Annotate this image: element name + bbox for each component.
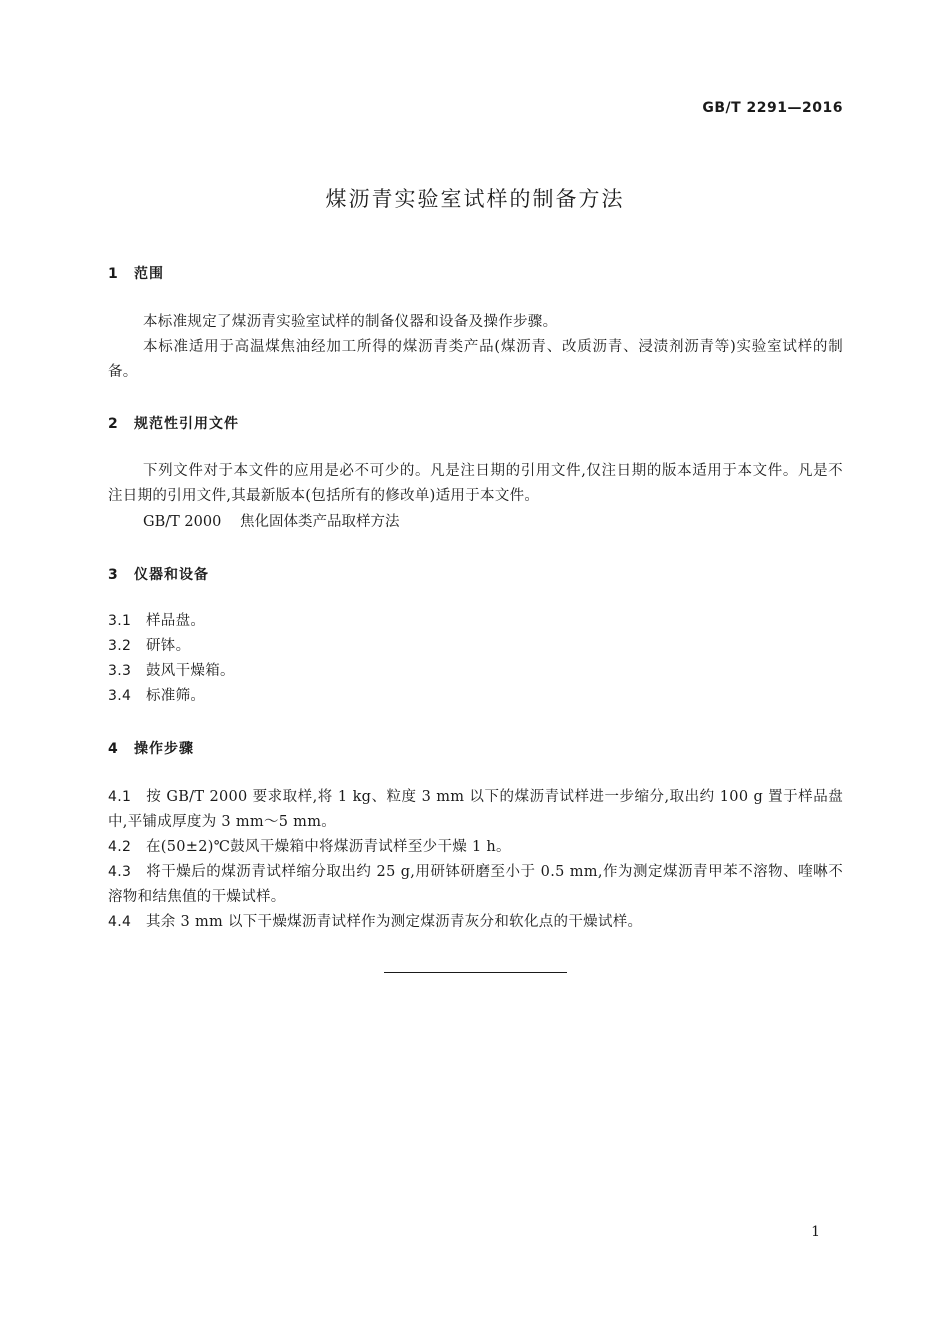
section-number: 1 [108,266,119,282]
procedure-step [108,835,843,860]
apparatus-item [108,634,843,659]
section-heading-apparatus [108,564,209,584]
item-number: 3.1 [108,613,132,629]
section-title: 范围 [134,266,164,282]
item-number: 3.4 [108,688,132,704]
section-heading-procedure [108,738,194,758]
procedure-step [108,785,843,835]
item-number: 3.3 [108,663,132,679]
step-number: 4.1 [108,789,132,805]
section-title: 规范性引用文件 [134,416,239,432]
document-title: 煤沥青实验室试样的制备方法 [325,187,625,211]
section-number: 2 [108,416,119,432]
section-number: 4 [108,741,119,757]
standard-code: GB/T 2291—2016 [702,100,843,116]
apparatus-item [108,609,843,634]
reference-code: GB/T 2000 [143,514,222,530]
step-number: 4.3 [108,864,132,880]
section-number: 3 [108,567,119,583]
step-text: 将干燥后的煤沥青试样缩分取出约 25 g,用研钵研磨至小于 0.5 mm,作为测定煤沥青甲苯不溶物、喹啉不溶物和结焦值的干燥试样。 [108,864,843,905]
item-text: 样品盘。 [146,613,206,629]
apparatus-item [108,684,843,709]
step-number: 4.4 [108,914,132,930]
step-text: 其余 3 mm 以下干燥煤沥青试样作为测定煤沥青灰分和软化点的干燥试样。 [146,914,643,930]
apparatus-item [108,659,843,684]
section-title: 操作步骤 [134,741,194,757]
item-number: 3.2 [108,638,132,654]
step-number: 4.2 [108,839,132,855]
item-text: 标准筛。 [146,688,206,704]
section-title: 仪器和设备 [134,567,209,583]
procedure-step [108,860,843,910]
scope-paragraph-2: 本标准适用于高温煤焦油经加工所得的煤沥青类产品(煤沥青、改质沥青、浸渍剂沥青等)实验室试样的制备。 [108,339,843,380]
scope-paragraph-1: 本标准规定了煤沥青实验室试样的制备仪器和设备及操作步骤。 [143,314,558,330]
page-number: 1 [811,1224,820,1240]
step-text: 在(50±2)℃鼓风干燥箱中将煤沥青试样至少干燥 1 h。 [146,839,511,855]
item-text: 研钵。 [146,638,191,654]
reference-entry [143,510,400,535]
item-text: 鼓风干燥箱。 [146,663,235,679]
reference-title: 焦化固体类产品取样方法 [240,514,400,530]
section-heading-normative-references [108,413,239,433]
section-heading-scope [108,263,164,283]
step-text: 按 GB/T 2000 要求取样,将 1 kg、粒度 3 mm 以下的煤沥青试样进一步缩分,取出约 100 g 置于样品盘中,平铺成厚度为 3 mm～5 mm。 [108,789,843,830]
procedure-step [108,910,843,935]
end-of-text-rule [384,972,567,973]
references-paragraph: 下列文件对于本文件的应用是必不可少的。凡是注日期的引用文件,仅注日期的版本适用于本文件。凡是不注日期的引用文件,其最新版本(包括所有的修改单)适用于本文件。 [108,463,843,504]
